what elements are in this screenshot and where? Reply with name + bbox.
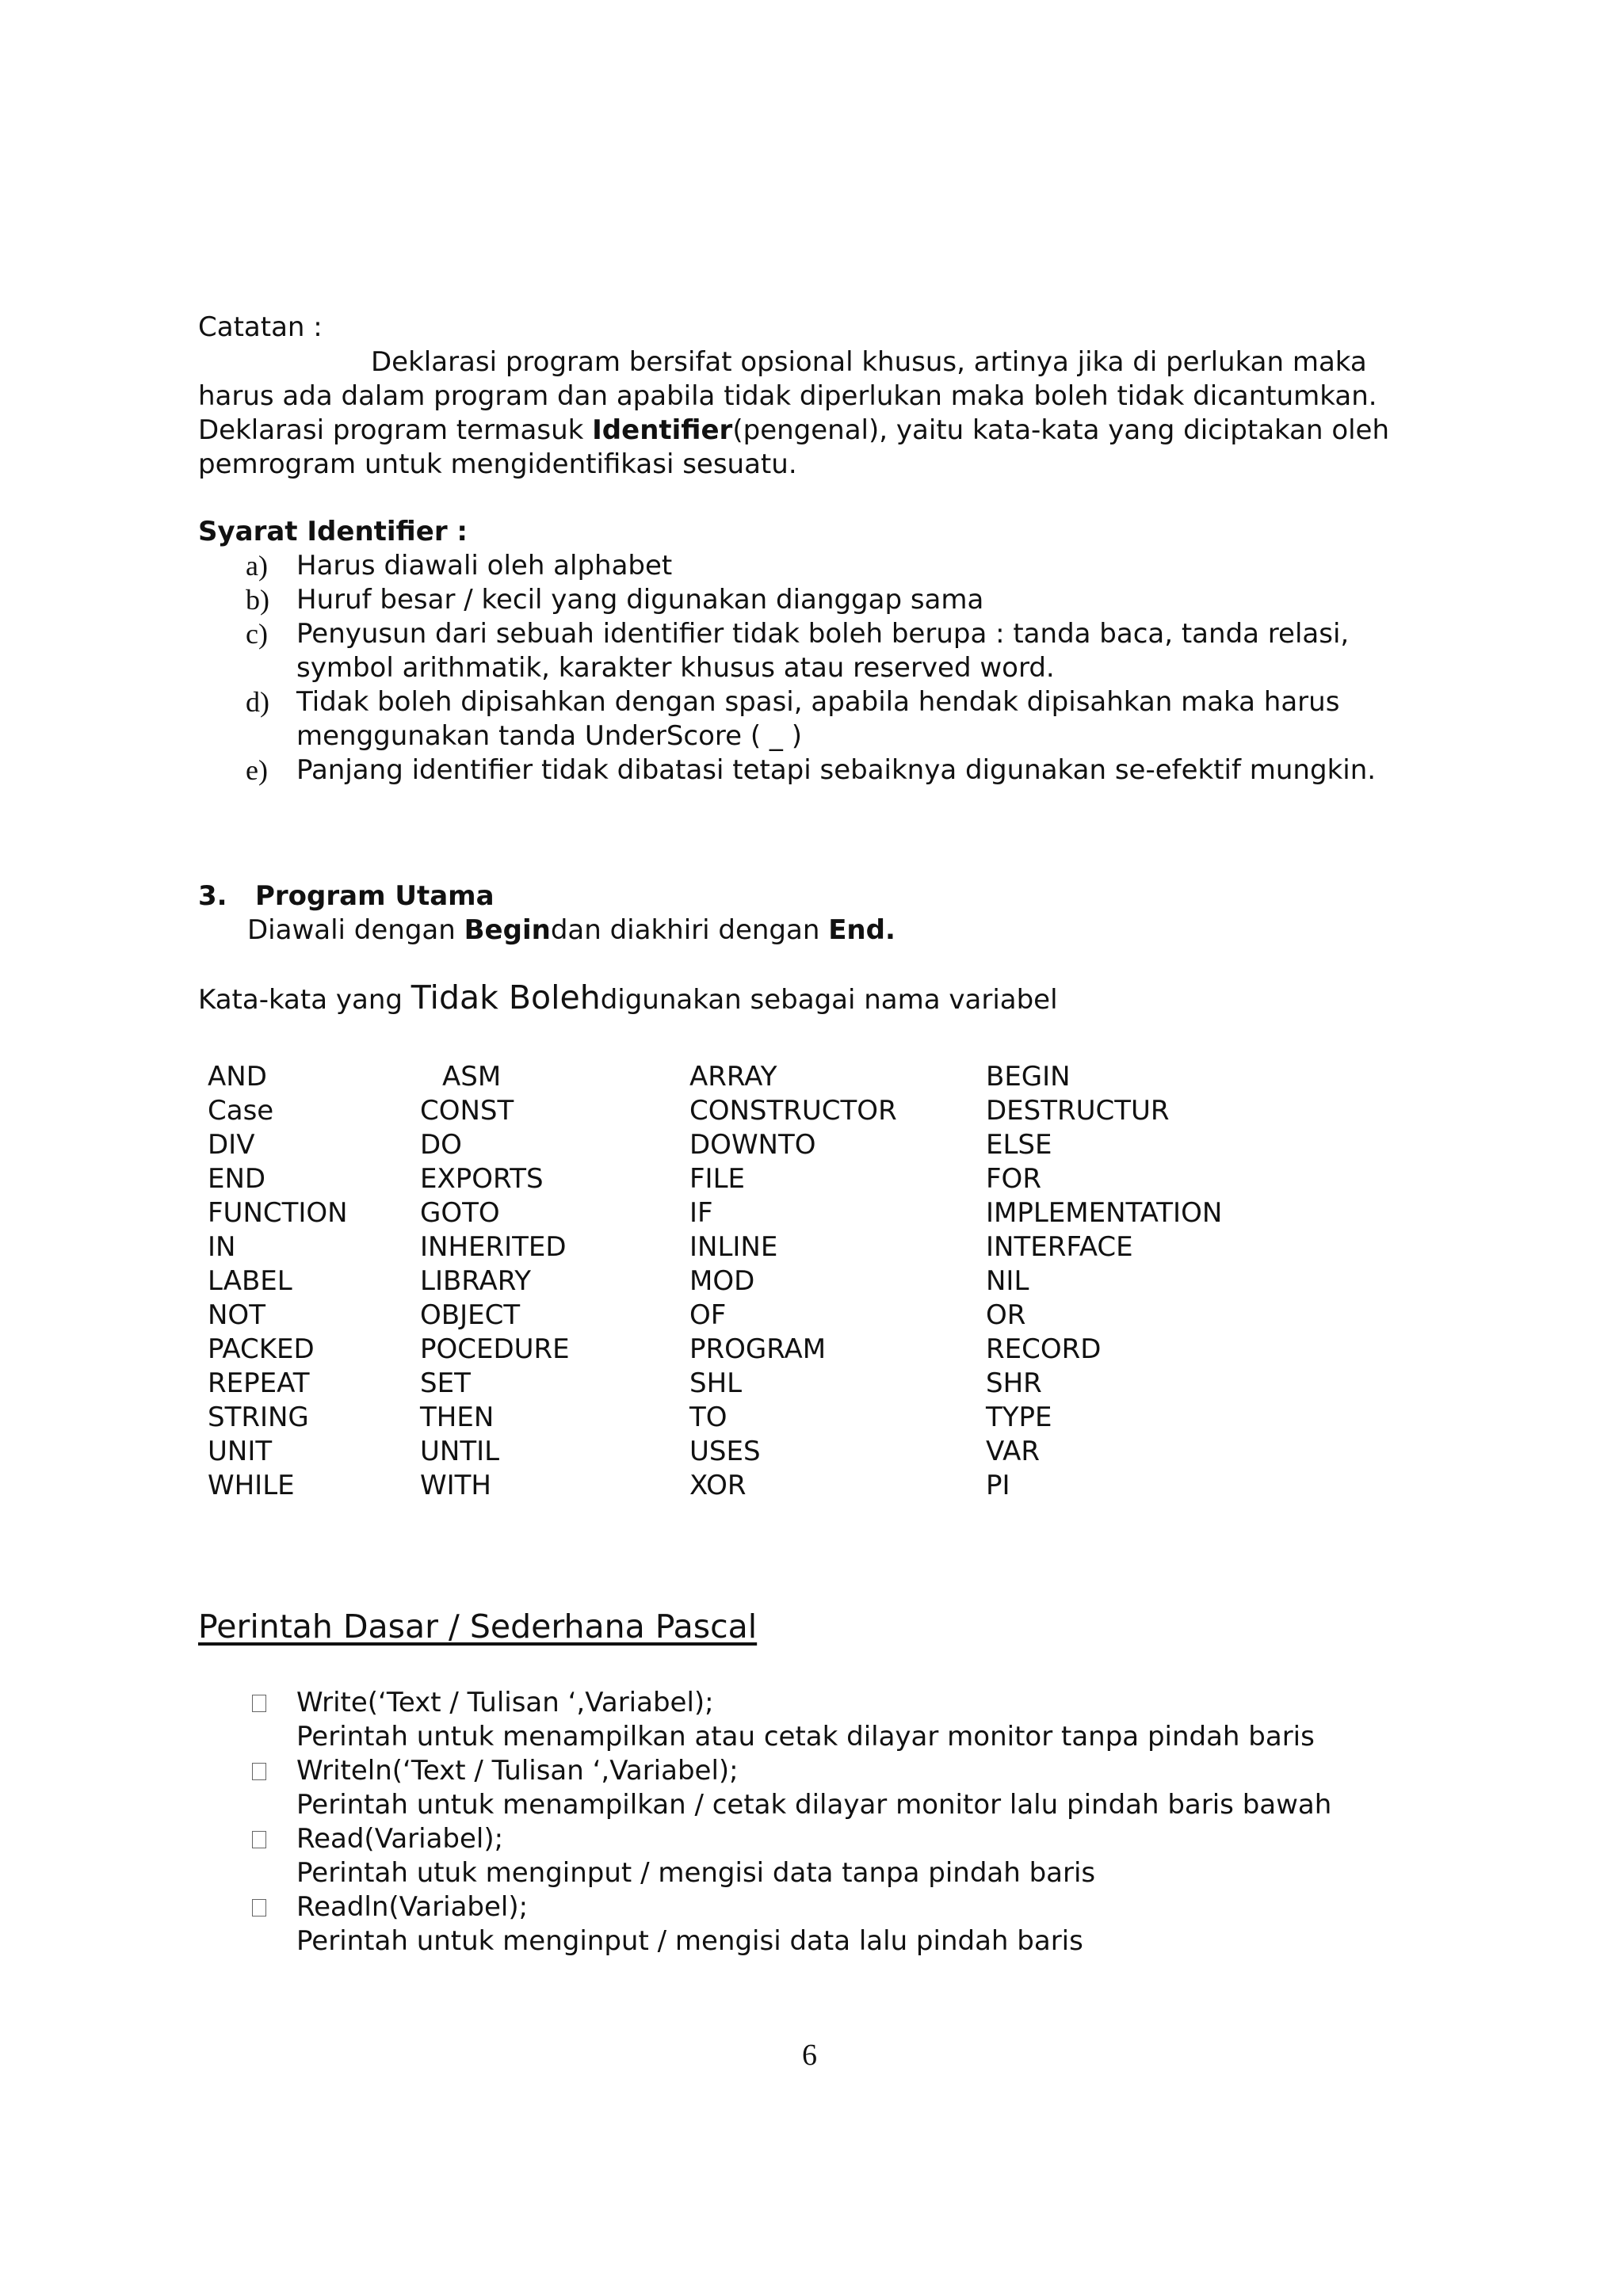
reserved-word-cell: THEN [420, 1402, 495, 1433]
reserved-word-cell: UNIT [208, 1436, 273, 1467]
reserved-row [208, 1367, 1271, 1401]
command-description: Perintah untuk menampilkan / cetak dilayar monitor lalu pindah baris bawah [296, 1789, 1332, 1821]
section-number: 3. [198, 880, 227, 912]
reserved-word-cell: SHL [689, 1367, 743, 1399]
reserved-row [208, 1299, 1271, 1333]
list-marker: e) [246, 754, 268, 786]
reserved-word-cell: INLINE [689, 1231, 778, 1263]
paragraph-line-3-end: (pengenal), yaitu kata-kata yang diciptakan oleh [732, 414, 1390, 446]
syarat-item-text: Huruf besar / kecil yang digunakan dianggap sama [296, 584, 984, 616]
reserved-row [208, 1469, 1271, 1503]
section-title: Program Utama [255, 880, 495, 912]
reserved-row [208, 1162, 1271, 1196]
reserved-row [208, 1230, 1271, 1264]
command-item [198, 1754, 1331, 1822]
reserved-word-cell: SHR [986, 1367, 1042, 1399]
bullet-box-icon [252, 1899, 266, 1917]
reserved-word-cell: INTERFACE [986, 1231, 1133, 1263]
command-description: Perintah untuk menginput / mengisi data lalu pindah baris [296, 1925, 1083, 1957]
reserved-word-cell: ARRAY [689, 1061, 777, 1093]
reserved-word-cell: REPEAT [208, 1367, 310, 1399]
section-text-start: Diawali dengan [247, 914, 464, 946]
reserved-word-cell: DO [420, 1129, 462, 1161]
reserved-word-cell: AND [208, 1061, 267, 1093]
command-description: Perintah untuk menampilkan atau cetak dilayar monitor tanpa pindah baris [296, 1721, 1315, 1753]
begin-keyword: Begin [464, 914, 551, 946]
command-list [198, 1686, 1331, 1958]
end-keyword: End. [828, 914, 896, 946]
reserved-word-cell: SET [420, 1367, 471, 1399]
reserved-word-cell: OR [986, 1299, 1026, 1331]
reserved-word-cell: ELSE [986, 1129, 1052, 1161]
syarat-item [198, 685, 1376, 753]
syarat-item [198, 617, 1376, 685]
reserved-row [208, 1333, 1271, 1367]
list-marker: c) [246, 618, 268, 650]
syarat-item-continuation: menggunakan tanda UnderScore ( _ ) [296, 720, 802, 752]
reserved-word-cell: END [208, 1163, 266, 1195]
command-code: Read(Variabel); [296, 1823, 504, 1855]
reserved-word-cell: RECORD [986, 1333, 1102, 1365]
intro-start: Kata-kata yang [198, 984, 411, 1016]
reserved-row [208, 1264, 1271, 1299]
command-item [198, 1822, 1331, 1890]
bullet-box-icon [252, 1831, 266, 1848]
bullet-box-icon [252, 1763, 266, 1780]
reserved-word-cell: PACKED [208, 1333, 315, 1365]
reserved-word-cell: IN [208, 1231, 236, 1263]
reserved-row [208, 1128, 1271, 1162]
reserved-row [208, 1435, 1271, 1469]
reserved-word-cell: FUNCTION [208, 1197, 348, 1229]
reserved-word-cell: LABEL [208, 1265, 292, 1297]
reserved-word-cell: WITH [420, 1470, 491, 1501]
reserved-word-cell: XOR [689, 1470, 747, 1501]
catatan-paragraph [198, 345, 1482, 482]
reserved-word-cell: LIBRARY [420, 1265, 532, 1297]
syarat-list [198, 549, 1376, 788]
list-marker: a) [246, 550, 268, 582]
reserved-word-cell: GOTO [420, 1197, 500, 1229]
command-description: Perintah utuk menginput / mengisi data tanpa pindah baris [296, 1857, 1096, 1889]
command-code: Readln(Variabel); [296, 1891, 529, 1923]
reserved-row [208, 1060, 1271, 1094]
reserved-word-cell: DIV [208, 1129, 255, 1161]
reserved-word-cell: WHILE [208, 1470, 295, 1501]
perintah-section-title: Perintah Dasar / Sederhana Pascal [198, 1608, 758, 1646]
reserved-word-cell: CONSTRUCTOR [689, 1095, 897, 1127]
reserved-word-cell: BEGIN [986, 1061, 1071, 1093]
syarat-item [198, 583, 1376, 617]
reserved-words-intro [198, 978, 1058, 1017]
paragraph-line-2: harus ada dalam program dan apabila tidak diperlukan maka boleh tidak dicantumkan. [198, 380, 1377, 412]
reserved-word-cell: TO [689, 1402, 727, 1433]
reserved-word-cell: TYPE [986, 1402, 1052, 1433]
command-item [198, 1890, 1331, 1958]
syarat-item-text: Harus diawali oleh alphabet [296, 550, 673, 582]
list-marker: b) [246, 584, 269, 616]
syarat-item-text: Tidak boleh dipisahkan dengan spasi, apabila hendak dipisahkan maka harus [296, 686, 1340, 718]
reserved-row [208, 1196, 1271, 1230]
intro-emphasis: Tidak Boleh [411, 978, 601, 1016]
reserved-word-cell: POCEDURE [420, 1333, 570, 1365]
syarat-item-text: Panjang identifier tidak dibatasi tetapi sebaiknya digunakan se-efektif mungkin. [296, 754, 1377, 786]
section-3-text [247, 913, 896, 948]
reserved-row [208, 1094, 1271, 1128]
paragraph-line-4: pemrogram untuk mengidentifikasi sesuatu. [198, 448, 797, 480]
reserved-word-cell: IMPLEMENTATION [986, 1197, 1223, 1229]
reserved-word-cell: STRING [208, 1402, 309, 1433]
reserved-word-cell: DOWNTO [689, 1129, 816, 1161]
reserved-word-cell: EXPORTS [420, 1163, 544, 1195]
reserved-word-cell: NIL [986, 1265, 1029, 1297]
reserved-word-cell: DESTRUCTUR [986, 1095, 1170, 1127]
reserved-word-cell: CONST [420, 1095, 514, 1127]
identifier-term: Identifier [592, 414, 733, 446]
reserved-word-cell: PI [986, 1470, 1010, 1501]
reserved-word-cell: USES [689, 1436, 761, 1467]
page-number: 6 [802, 2039, 817, 2072]
reserved-word-cell: INHERITED [420, 1231, 567, 1263]
reserved-word-cell: UNTIL [420, 1436, 500, 1467]
section-3-heading [198, 879, 495, 913]
syarat-item [198, 753, 1376, 788]
syarat-item-continuation: symbol arithmatik, karakter khusus atau reserved word. [296, 652, 1055, 684]
command-item [198, 1686, 1331, 1754]
section-text-middle: dan diakhiri dengan [550, 914, 829, 946]
paragraph-line-1: Deklarasi program bersifat opsional khusus, artinya jika di perlukan maka [371, 346, 1367, 378]
reserved-word-cell: FOR [986, 1163, 1041, 1195]
command-code: Write(‘Text / Tulisan ‘,Variabel); [296, 1687, 714, 1718]
paragraph-line-3 [198, 414, 1482, 448]
reserved-word-cell: FILE [689, 1163, 746, 1195]
reserved-row [208, 1401, 1271, 1435]
command-code: Writeln(‘Text / Tulisan ‘,Variabel); [296, 1755, 739, 1787]
intro-end: digunakan sebagai nama variabel [600, 984, 1058, 1016]
paragraph-line-3-start: Deklarasi program termasuk [198, 414, 593, 446]
reserved-words-table [208, 1060, 1271, 1503]
syarat-item [198, 549, 1376, 583]
reserved-word-cell: OBJECT [420, 1299, 521, 1331]
reserved-word-cell: Case [208, 1095, 274, 1127]
reserved-word-cell: OF [689, 1299, 727, 1331]
reserved-word-cell: MOD [689, 1265, 755, 1297]
syarat-item-text: Penyusun dari sebuah identifier tidak boleh berupa : tanda baca, tanda relasi, [296, 618, 1350, 650]
reserved-word-cell: PROGRAM [689, 1333, 827, 1365]
reserved-word-cell: ASM [442, 1061, 502, 1093]
list-marker: d) [246, 686, 269, 718]
reserved-word-cell: NOT [208, 1299, 265, 1331]
syarat-heading: Syarat Identifier : [198, 516, 468, 547]
catatan-label: Catatan : [198, 311, 323, 343]
bullet-box-icon [252, 1695, 266, 1712]
reserved-word-cell: IF [689, 1197, 713, 1229]
reserved-word-cell: VAR [986, 1436, 1040, 1467]
